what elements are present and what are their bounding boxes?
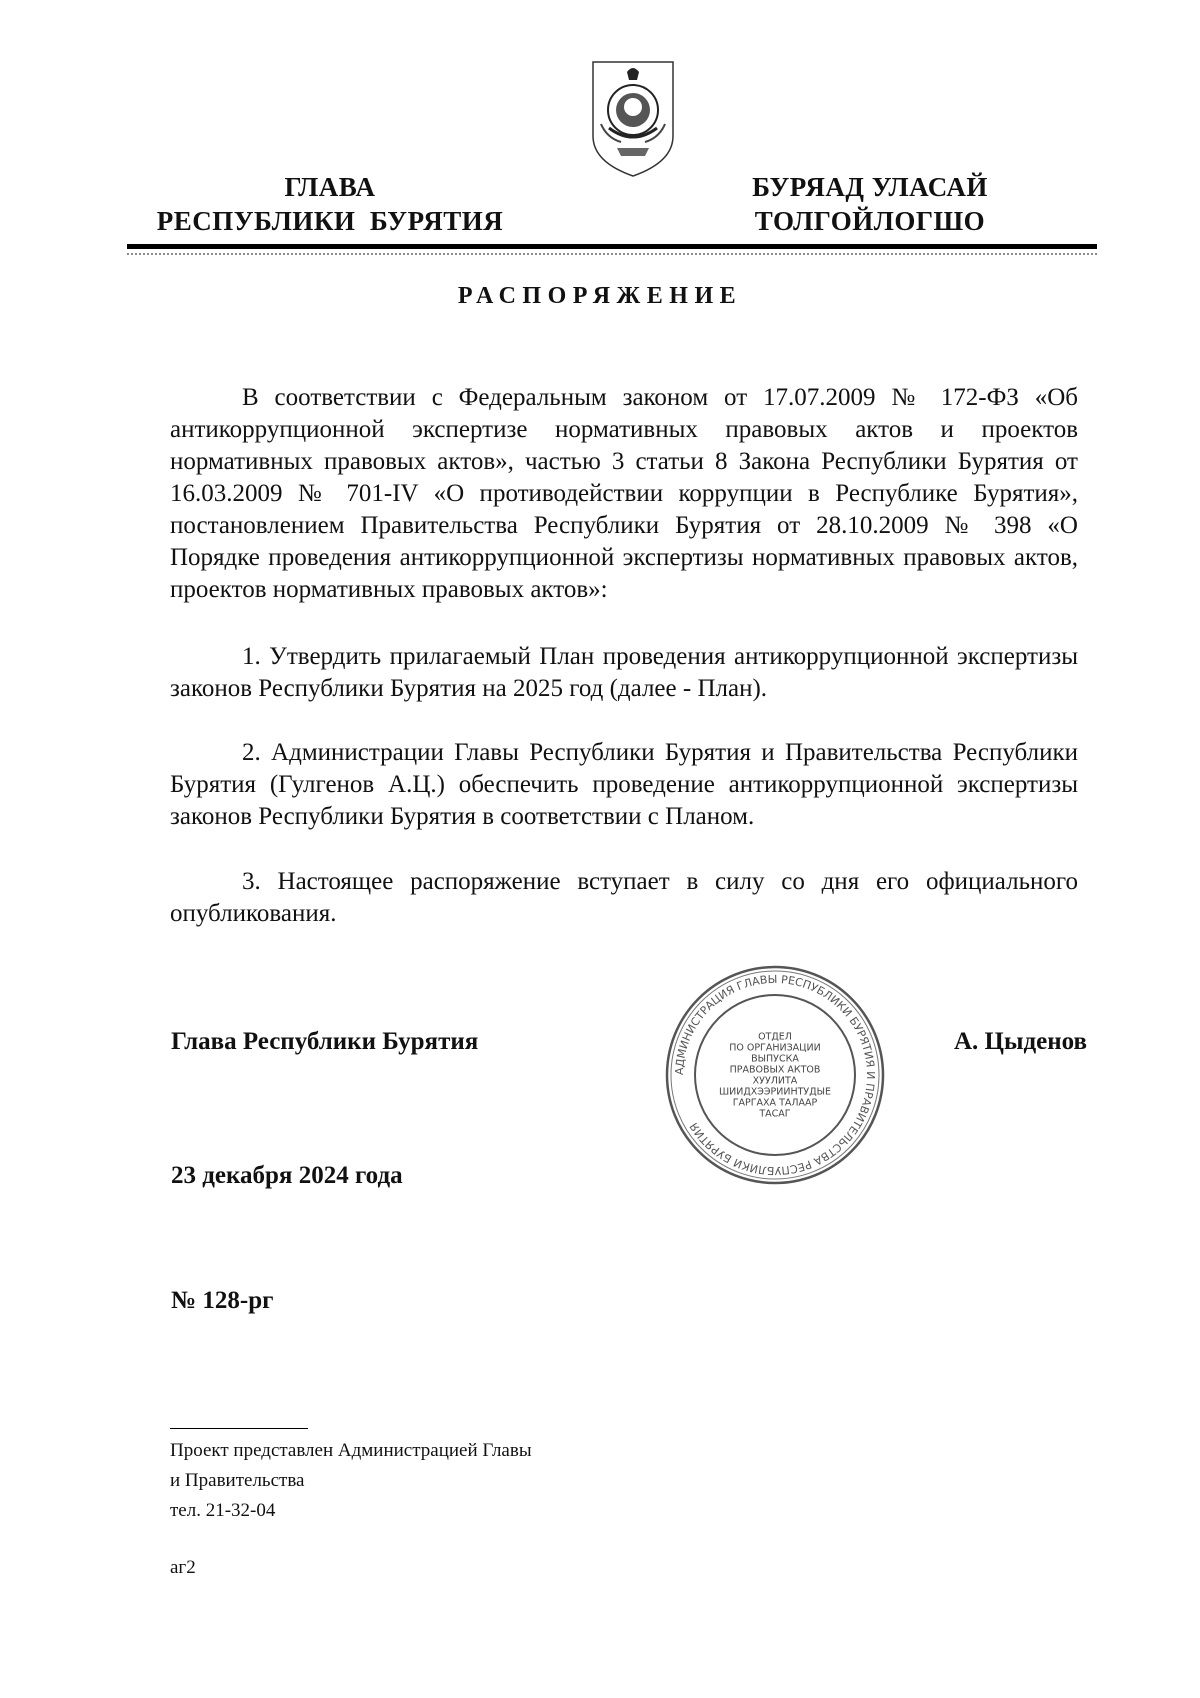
seal-center-line: ОТДЕЛ — [758, 1031, 792, 1043]
document-number: № 128-рг — [171, 1287, 274, 1314]
header-right — [715, 170, 1025, 238]
official-seal — [655, 965, 895, 1185]
header-right-line1: БУРЯАД УЛАСАЙ — [752, 172, 988, 202]
coat-of-arms-icon — [587, 58, 679, 180]
seal-center-line: ТАСАГ — [759, 1108, 791, 1120]
preamble-paragraph: В соответствии с Федеральным законом от 17.07.2009 № 172-ФЗ «Об антикоррупционной экспертизе нормативных правовых актов и проектов нормативных правовых актов», частью 3 статьи 8 Закона Республики Бурятия от 16.03.2009 № 701-IV «О противодействии коррупции в Республике Бурятия», постановлением Правительства Республики Бурятия от 28.10.2009 № 398 «О Порядке проведения антикоррупционной экспертизы нормативных правовых актов, проектов нормативных правовых актов»: — [170, 384, 1078, 603]
item-3-paragraph: 3. Настоящее распоряжение вступает в силу со дня его официального опубликования. — [170, 868, 1078, 927]
footnote-line2: и Правительства — [170, 1470, 305, 1491]
seal-center-line: ВЫПУСКА — [751, 1053, 799, 1065]
document-tag: аг2 — [170, 1557, 196, 1578]
seal-center-line: ПРАВОВЫХ АКТОВ — [729, 1064, 821, 1076]
header-divider — [127, 244, 1097, 249]
footnote — [170, 1436, 532, 1526]
header-left-line2: РЕСПУБЛИКИ БУРЯТИЯ — [156, 206, 504, 236]
item-2-paragraph: 2. Администрации Главы Республики Бурятия и Правительства Республики Бурятия (Гулгенов А.Ц.) обеспечить проведение антикоррупционной экспертизы законов Республики Бурятия в соответствии с Планом. — [170, 739, 1078, 830]
document-date: 23 декабря 2024 года — [171, 1162, 403, 1189]
header-left-line1: ГЛАВА — [284, 172, 376, 202]
document-title: РАСПОРЯЖЕНИЕ — [457, 283, 743, 309]
seal-ring-text: АДМИНИСТРАЦИЯ ГЛАВЫ РЕСПУБЛИКИ БУРЯТИЯ И ПРАВИТЕЛЬСТВА РЕСПУБЛИКИ БУРЯТИЯ — [672, 972, 878, 1178]
item-1-paragraph: 1. Утвердить прилагаемый План проведения антикоррупционной экспертизы законов Республики Бурятия на 2025 год (далее - План). — [170, 643, 1078, 702]
signature-position: Глава Республики Бурятия — [171, 1028, 479, 1055]
footnote-line3: тел. 21-32-04 — [170, 1500, 276, 1521]
signature-name: А. Цыденов — [953, 1028, 1087, 1055]
seal-center-line: ГАРГАХА ТАЛААР — [732, 1097, 818, 1109]
seal-center-line: ПО ОРГАНИЗАЦИИ — [729, 1042, 821, 1054]
footnote-divider — [170, 1428, 308, 1429]
seal-center-line: ХУУЛИТА — [752, 1075, 798, 1087]
header-divider-dotted — [127, 253, 1097, 255]
seal-center-line: ШИИДХЭЭРИИНТУДЫЕ — [718, 1086, 832, 1098]
footnote-line1: Проект представлен Администрацией Главы — [170, 1440, 532, 1461]
header-left — [120, 170, 540, 238]
header-right-line2: ТОЛГОЙЛОГШО — [754, 206, 986, 236]
